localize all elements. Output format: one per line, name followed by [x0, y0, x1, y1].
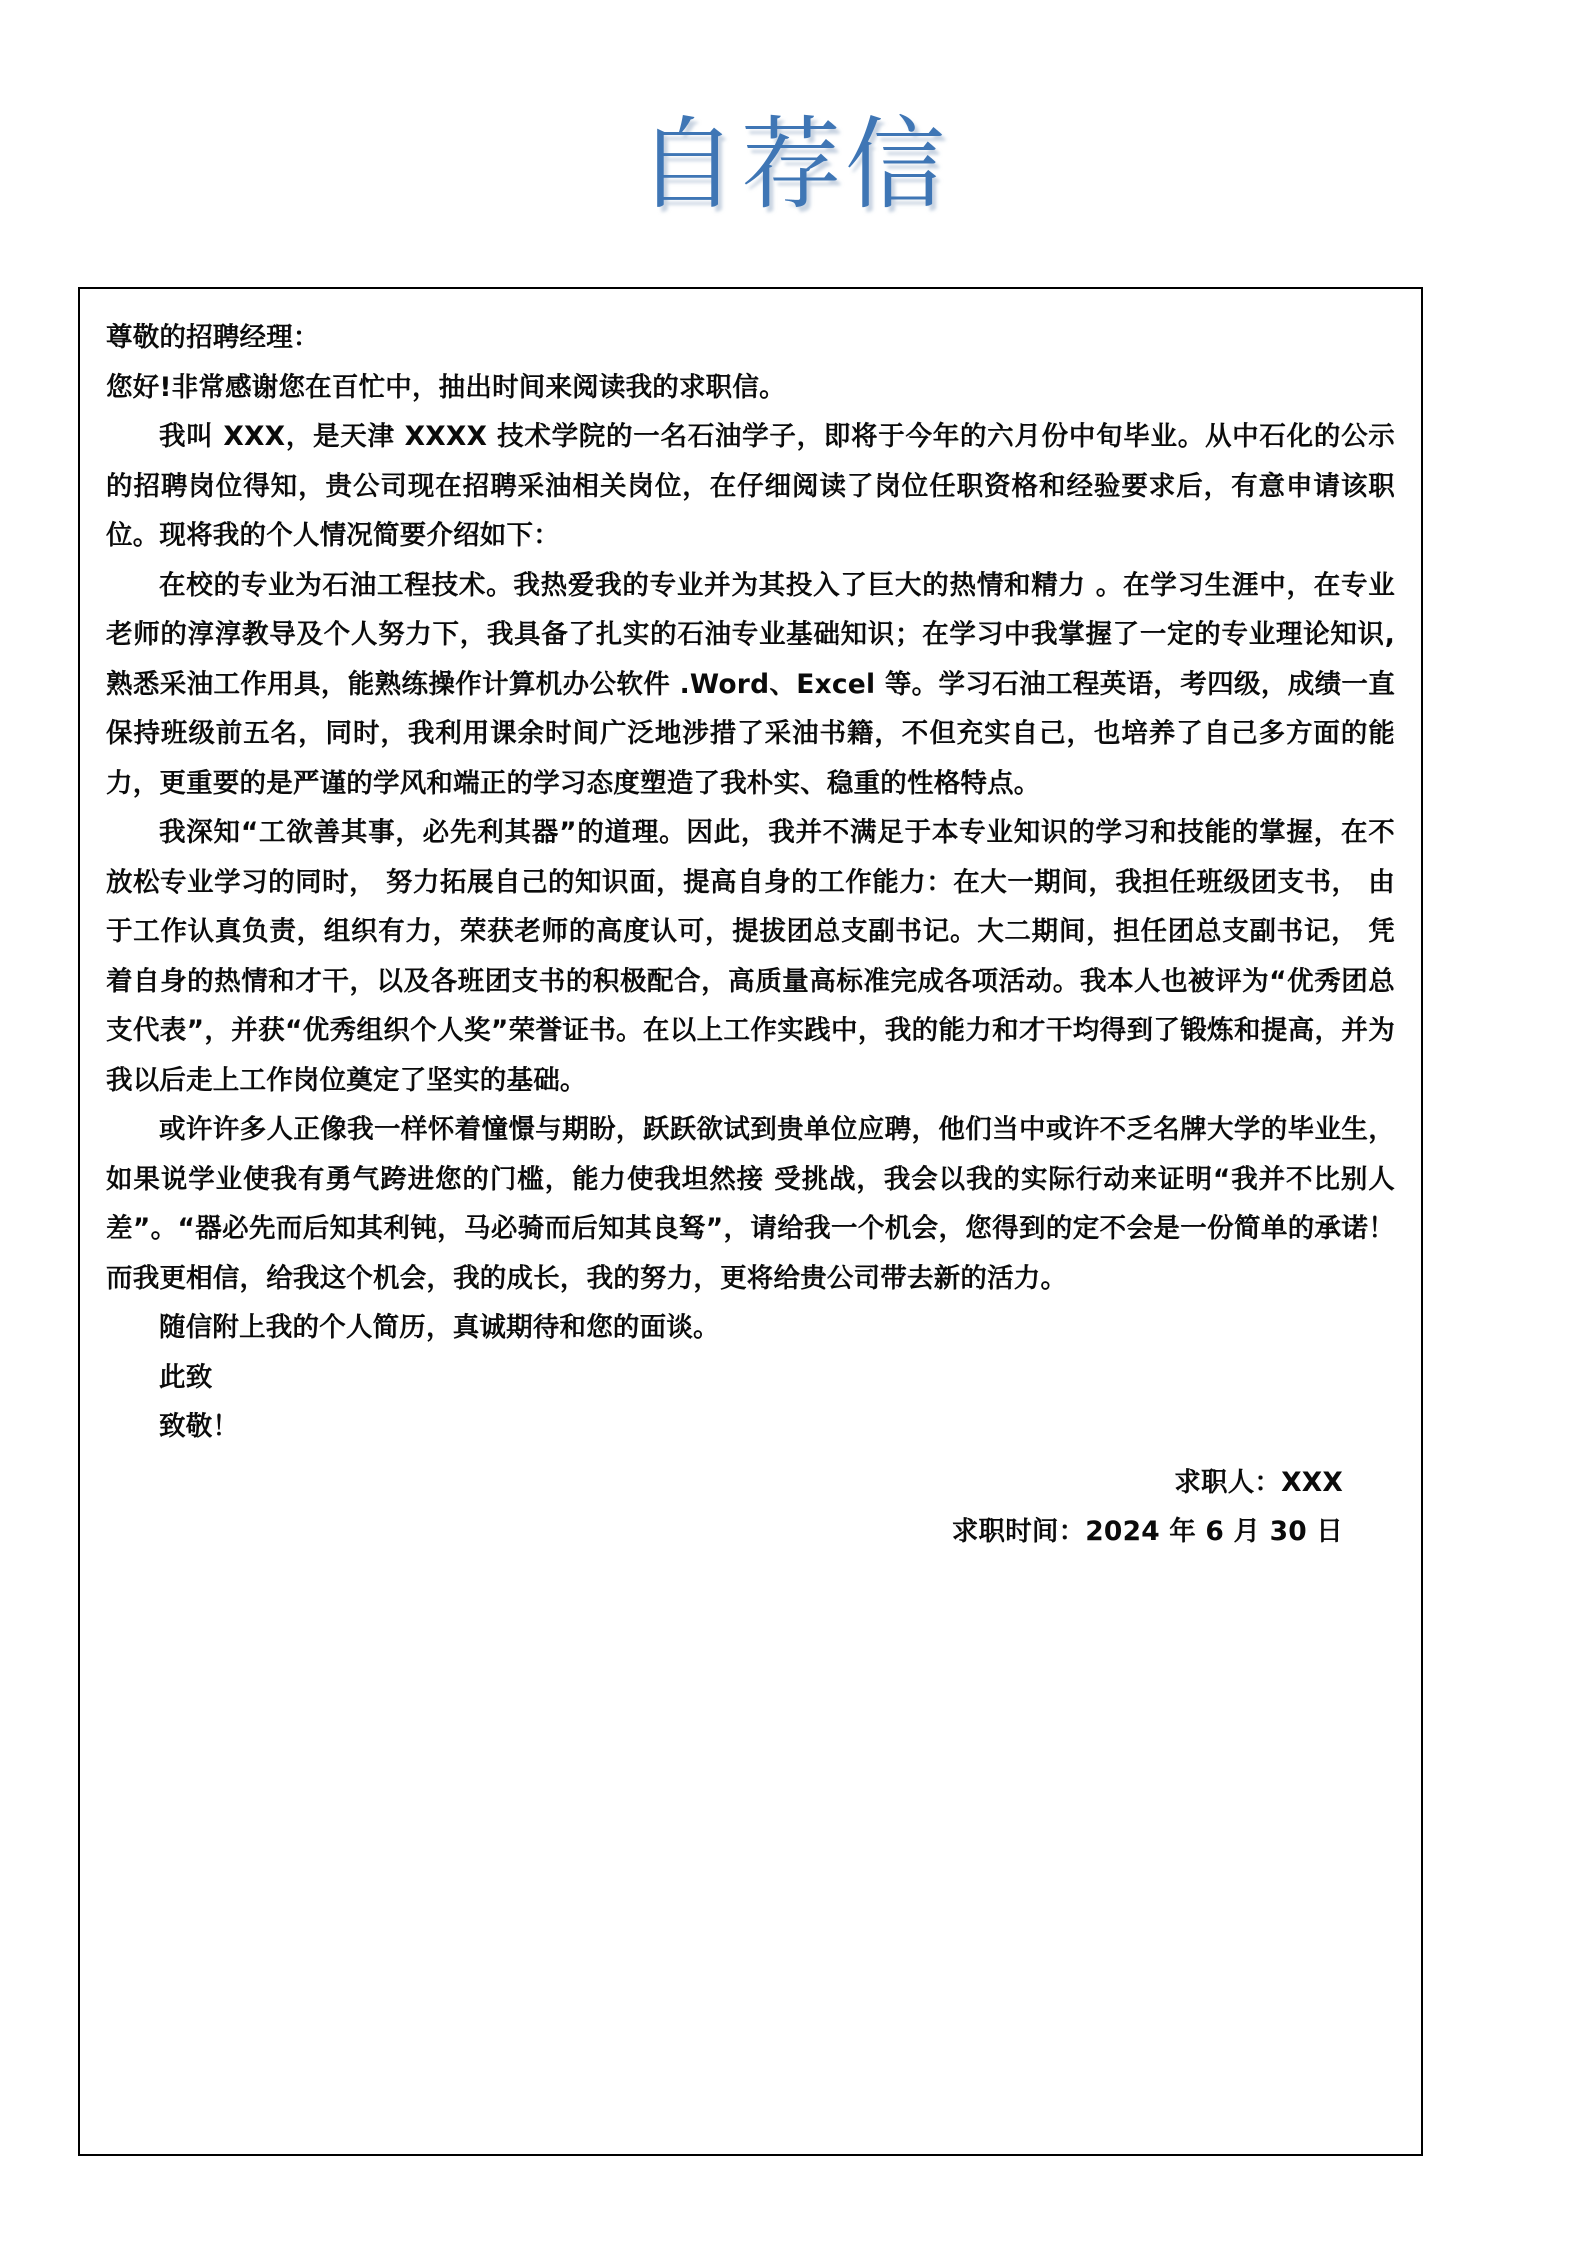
letter-paragraph-5: 随信附上我的个人简历，真诚期待和您的面谈。	[159, 1312, 720, 1343]
signature-date: 求职时间：2024 年 6 月 30 日	[951, 1516, 1343, 1547]
letter-paragraph-3: 我深知“工欲善其事，必先利其器”的道理。因此，我并不满足于本专业知识的学习和技能的掌握，在不放松专业学习的同时， 努力拓展自己的知识面，提高自身的工作能力：在大一期间，我担任班级团支书， 由于工作认真负责，组织有力，荣获老师的高度认可，提拔团总支副书记。大二期间，担任团总支副书记， 凭着自身的热情和才干，以及各班团支书的积极配合，高质量高标准完成各项活动。我本人也被评为“优秀团总支代表”，并获“优秀组织个人奖”荣誉证书。在以上工作实践中，我的能力和才干均得到了锻炼和提高，并为我以后走上工作岗位奠定了坚实的基础。	[106, 817, 1395, 1096]
letter-body-frame	[78, 287, 1423, 2156]
letter-paragraph-2: 在校的专业为石油工程技术。我热爱我的专业并为其投入了巨大的热情和精力 。在学习生涯中，在专业老师的淳淳教导及个人努力下，我具备了扎实的石油专业基础知识；在学习中我掌握了一定的专业理论知识, 熟悉采油工作用具，能熟练操作计算机办公软件 .Word、Excel 等。学习石油工程英语，考四级，成绩一直保持班级前五名，同时，我利用课余时间广泛地涉措了采油书籍，不但充实自己，也培养了自己多方面的能力，更重要的是严谨的学风和端正的学习态度塑造了我朴实、稳重的性格特点。	[106, 569, 1395, 799]
signature-block	[106, 1458, 1395, 1557]
letter-salutation: 尊敬的招聘经理：	[106, 322, 320, 353]
signature-applicant: 求职人：XXX	[1174, 1466, 1343, 1498]
letter-body-text	[106, 313, 1395, 1557]
document-title-area	[0, 0, 1586, 223]
letter-paragraph-4: 或许许多人正像我一样怀着憧憬与期盼，跃跃欲试到贵单位应聘，他们当中或许不乏名牌大学的毕业生，如果说学业使我有勇气跨进您的门槛，能力使我坦然接 受挑战，我会以我的实际行动来证明“我并不比别人差”。“器必先而后知其利钝，马必骑而后知其良驽”，请给我一个机会，您得到的定不会是一份简单的承诺！而我更相信，给我这个机会，我的成长，我的努力，更将给贵公司带去新的活力。	[106, 1114, 1395, 1294]
letter-greeting: 您好!非常感谢您在百忙中，抽出时间来阅读我的求职信。	[106, 371, 786, 403]
letter-paragraph-1: 我叫 XXX，是天津 XXXX 技术学院的一名石油学子，即将于今年的六月份中旬毕业。从中石化的公示的招聘岗位得知，贵公司现在招聘采油相关岗位，在仔细阅读了岗位任职资格和经验要求后，有意申请该职位。现将我的个人情况简要介绍如下：	[106, 421, 1395, 551]
letter-closing-line-2: 致敬！	[159, 1411, 240, 1442]
letter-closing-line-1: 此致	[159, 1361, 213, 1393]
page-title: 自荐信	[637, 106, 949, 223]
